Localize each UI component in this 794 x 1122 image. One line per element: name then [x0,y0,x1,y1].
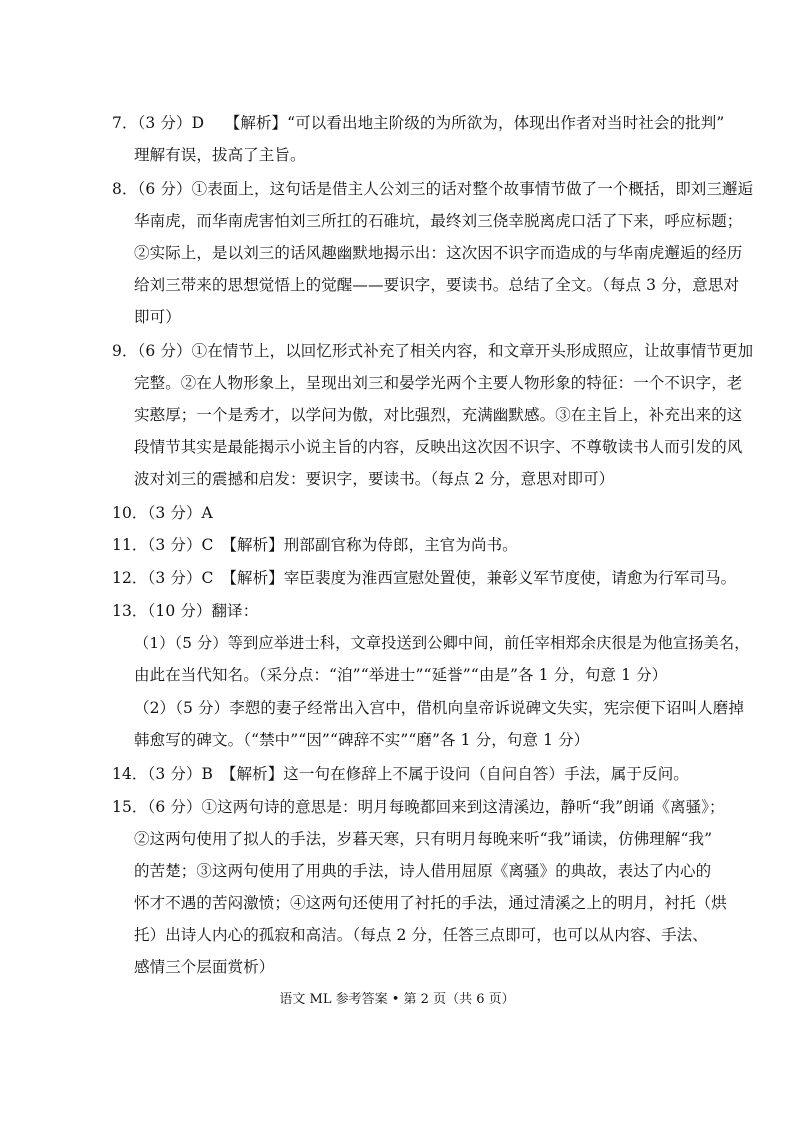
q15-line-5: 托）出诗人内心的孤寂和高洁。（每点 2 分，任答三点即可，也可以从内容、手法、 [134,926,708,944]
q10-line: 10．（3 分）A [112,504,213,522]
q9-line-1: 9．（6 分）①在情节上，以回忆形式补充了相关内容，和文章开头形成照应，让故事情节更加 [112,342,754,360]
q8-line-4: 给刘三带来的思想觉悟上的觉醒——要识字，要读书。总结了全文。（每点 3 分，意思对 [134,276,740,294]
page-footer: 语文 ML 参考答案 • 第 2 页（共 6 页） [279,992,515,1007]
q15-line-1: 15．（6 分）①这两句诗的意思是：明月每晚都回来到这清溪边，静听“我”朗诵《离骚》； [112,798,725,816]
q8-line-2: 华南虎，而华南虎害怕刘三所扛的石碓坑，最终刘三侥幸脱离虎口活了下来，呼应标题； [134,212,743,230]
q9-line-3: 实憨厚；一个是秀才，以学问为傲，对比强烈，充满幽默感。③在主旨上，补充出来的这 [134,406,743,424]
q15-line-2: ②这两句使用了拟人的手法，岁暮天寒，只有明月每晚来听“我”诵读，仿佛理解“我” [134,830,713,848]
q7-line-2: 理解有误，拔高了主旨。 [134,146,306,164]
q14-line: 14．（3 分）B 【解析】这一句在修辞上不属于设问（自问自答）手法，属于反问。 [112,765,689,783]
q12-line: 12．（3 分）C 【解析】宰臣裴度为淮西宣慰处置使，兼彰义军节度使，请愈为行军司马。 [112,569,737,587]
q15-line-3: 的苦楚；③这两句使用了用典的手法，诗人借用屈原《离骚》的典故，表达了内心的 [134,862,712,880]
q13-2-line-2: 韩愈写的碑文。（“禁中”“因”“碑辞不实”“磨”各 1 分，句意 1 分） [134,731,590,749]
q9-line-2: 完整。②在人物形象上，呈现出刘三和晏学光两个主要人物形象的特征：一个不识字，老 [134,374,743,392]
q13-1-line-2: 由此在当代知名。（采分点：“洎”“举进士”“延誉”“由是”各 1 分，句意 1 分） [134,666,668,684]
q7-line-1: 7．（3 分）D 【解析】“可以看出地主阶级的为所欲为，体现出作者对当时社会的批判” [112,114,725,132]
q13-2-line-1: （2）（5 分）李愬的妻子经常出入宫中，借机向皇帝诉说碑文失实，宪宗便下诏叫人磨掉 [134,699,745,717]
q15-line-4: 怀才不遇的苦闷激愤；④这两句还使用了衬托的手法，通过清溪之上的明月，衬托（烘 [134,894,727,912]
q13-1-line-1: （1）（5 分）等到应举进士科，文章投送到公卿中间，前任宰相郑余庆很是为他宣扬美名， [134,634,750,652]
q9-line-5: 波对刘三的震撼和启发：要识字，要读书。（每点 2 分，意思对即可） [134,470,615,488]
q8-line-1: 8．（6 分）①表面上，这句话是借主人公刘三的话对整个故事情节做了一个概括，即刘三邂逅 [112,180,754,198]
q8-line-5: 即可） [134,308,181,326]
q11-line: 11．（3 分）C 【解析】刑部副官称为侍郎，主官为尚书。 [112,536,518,554]
q8-line-3: ②实际上，是以刘三的话风趣幽默地揭示出：这次因不识字而造成的与华南虎邂逅的经历 [134,244,743,262]
q13-line: 13．（10 分）翻译： [112,602,259,620]
q9-line-4: 段情节其实是最能揭示小说主旨的内容，反映出这次因不识字、不尊敬读书人而引发的风 [134,438,743,456]
q15-line-6: 感情三个层面赏析） [134,958,275,976]
